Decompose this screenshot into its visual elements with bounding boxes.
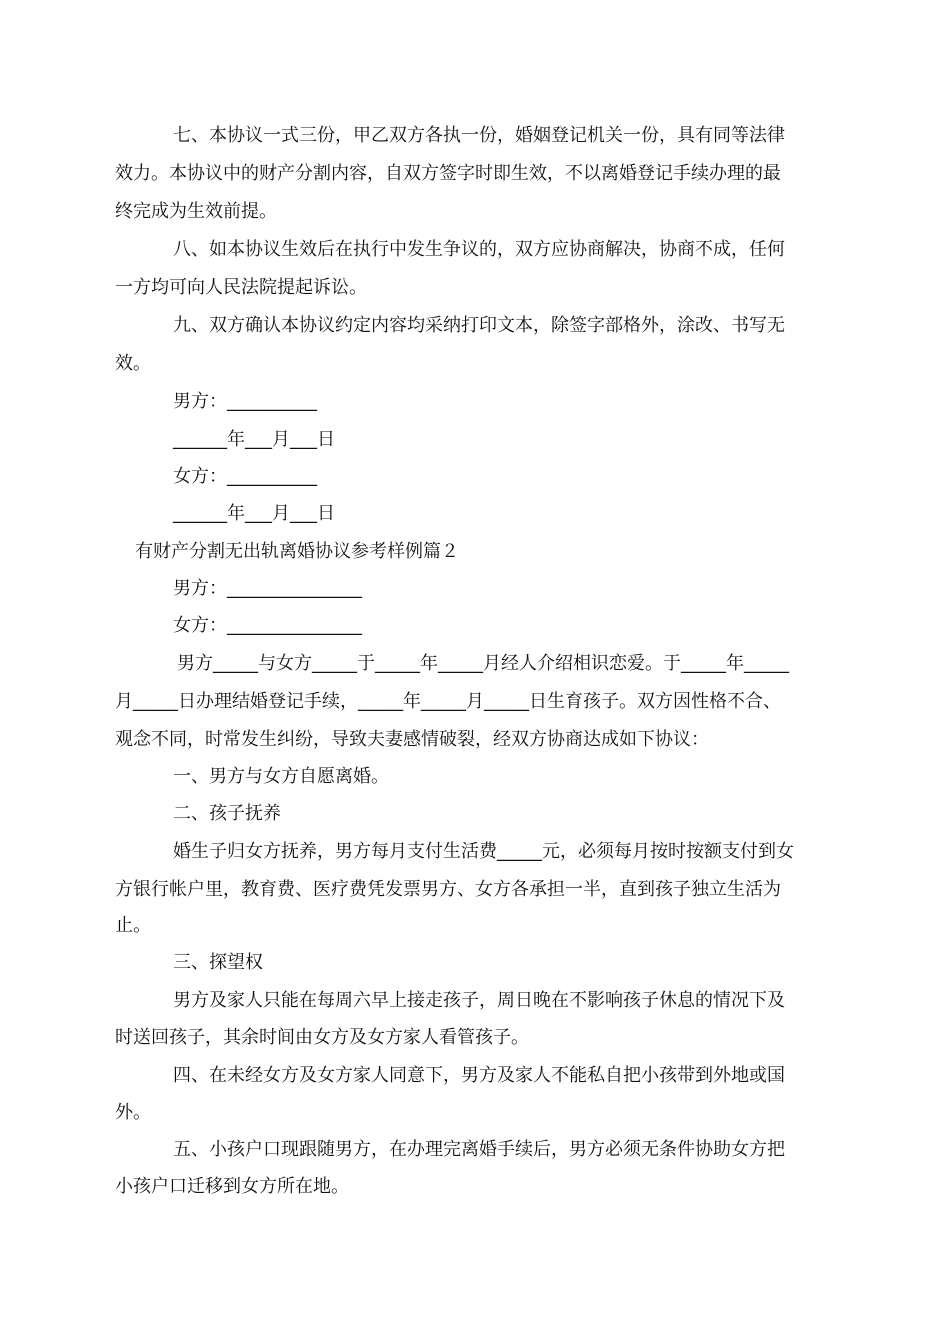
article-3-line-1: 男方及家人只能在每周六早上接走孩子，周日晚在不影响孩子休息的情况下及 xyxy=(173,990,785,1011)
article-2-line-2: 方银行帐户里，教育费、医疗费凭发票男方、女方各承担一半，直到孩子独立生活为 xyxy=(115,879,781,900)
clause-7-line-3: 终完成为生效前提。 xyxy=(115,201,277,222)
clause-9-line-2: 效。 xyxy=(115,353,151,374)
article-4-line-1: 四、在未经女方及女方家人同意下，男方及家人不能私自把小孩带到外地或国 xyxy=(173,1065,785,1086)
intro-line-1: 男方_____与女方_____于_____年_____月经人介绍相识恋爱。于_____年_____ xyxy=(177,653,789,674)
party-male: 男方：_______________ xyxy=(173,578,362,599)
article-5-line-1: 五、小孩户口现跟随男方，在办理完离婚手续后，男方必须无条件协助女方把 xyxy=(173,1139,785,1160)
intro-line-3: 观念不同，时常发生纠纷，导致夫妻感情破裂，经双方协商达成如下协议： xyxy=(115,729,709,750)
clause-7-line-2: 效力。本协议中的财产分割内容，自双方签字时即生效，不以离婚登记手续办理的最 xyxy=(115,163,781,184)
signature-female: 女方：__________ xyxy=(173,466,317,487)
clause-9-line-1: 九、双方确认本协议约定内容均采纳打印文本，除签字部格外，涂改、书写无 xyxy=(173,315,785,336)
article-4-line-2: 外。 xyxy=(115,1102,151,1123)
clause-8-line-1: 八、如本协议生效后在执行中发生争议的，双方应协商解决，协商不成，任何 xyxy=(173,239,785,260)
article-3-line-2: 时送回孩子，其余时间由女方及女方家人看管孩子。 xyxy=(115,1027,529,1048)
signature-date-1: ______年___月___日 xyxy=(173,429,335,450)
intro-line-2: 月_____日办理结婚登记手续，_____年_____月_____日生育孩子。双方因性格不合、 xyxy=(115,691,781,712)
article-2-heading: 二、孩子抚养 xyxy=(173,803,281,824)
article-2-line-1: 婚生子归女方抚养，男方每月支付生活费_____元，必须每月按时按额支付到女 xyxy=(173,841,794,862)
signature-date-2: ______年___月___日 xyxy=(173,503,335,524)
article-5-line-2: 小孩户口迁移到女方所在地。 xyxy=(115,1176,349,1197)
signature-male: 男方：__________ xyxy=(173,391,317,412)
section-heading: 有财产分割无出轨离婚协议参考样例篇２ xyxy=(135,541,459,562)
article-1: 一、男方与女方自愿离婚。 xyxy=(173,766,389,787)
article-2-line-3: 止。 xyxy=(115,915,151,936)
article-3-heading: 三、探望权 xyxy=(173,952,263,973)
clause-8-line-2: 一方均可向人民法院提起诉讼。 xyxy=(115,277,367,298)
party-female: 女方：_______________ xyxy=(173,615,362,636)
clause-7-line-1: 七、本协议一式三份，甲乙双方各执一份，婚姻登记机关一份，具有同等法律 xyxy=(173,125,785,146)
